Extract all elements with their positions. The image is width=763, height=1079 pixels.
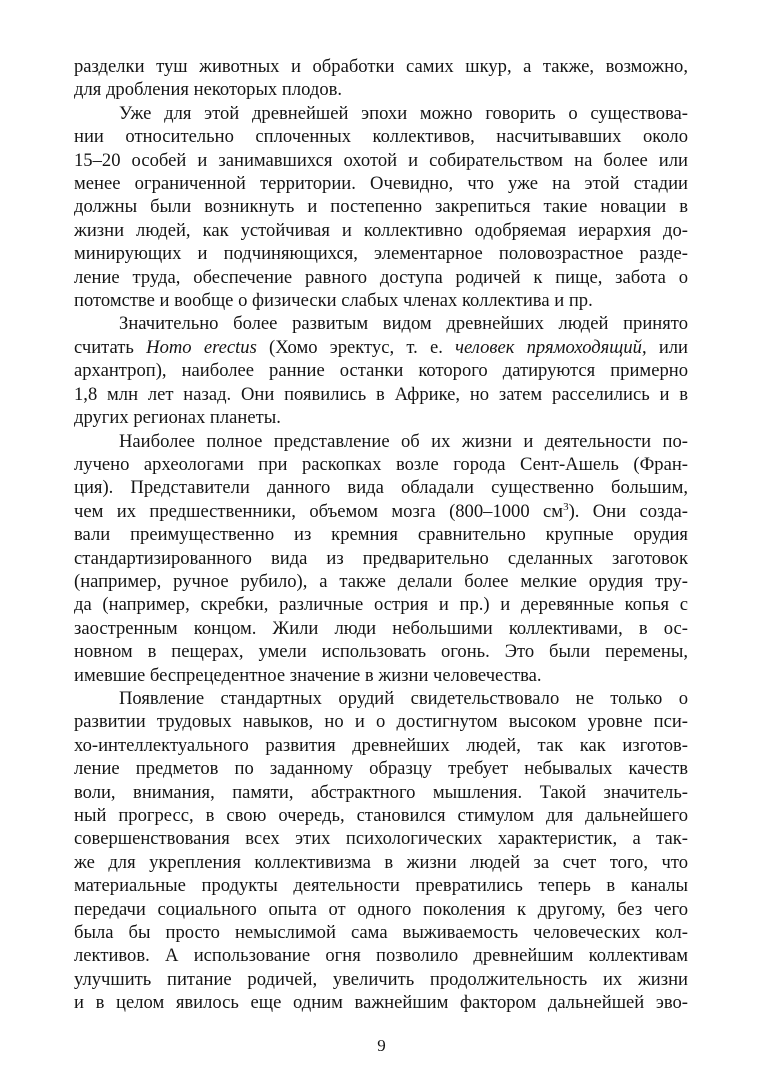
- text-line: для дробления некоторых плодов.: [74, 79, 343, 101]
- text-line: Уже для этой древнейшей эпохи можно говорить о существова-: [119, 102, 688, 124]
- text-line: передачи социального опыта от одного поколения к другому, без чего: [74, 898, 688, 920]
- text-line: новном в пещерах, умели использовать огонь. Это были перемены,: [74, 641, 688, 663]
- text-line: ция). Представители данного вида обладали существенно большим,: [74, 477, 688, 499]
- text-line: Наиболее полное представление об их жизни и деятельности по-: [119, 430, 688, 452]
- text-line: чем их предшественники, объемом мозга (800–1000 $см^3$). Они созда-: [74, 500, 688, 522]
- text-line: ление предметов по заданному образцу требует небывалых качеств: [74, 758, 688, 780]
- text-line: считать Homo erectus (Хомо эректус, т. е. человек прямоходящий, или: [74, 336, 688, 358]
- text-line: должны были возникнуть и постепенно закрепиться такие новации в: [74, 196, 688, 218]
- paragraph: [74, 102, 688, 313]
- text-line: материальные продукты деятельности превратились теперь в каналы: [74, 875, 688, 897]
- text-line: да (например, скребки, различные острия и пр.) и деревянные копья с: [74, 594, 688, 616]
- text-line: 15–20 особей и занимавшихся охотой и собирательством на более или: [74, 149, 688, 171]
- text-line: потомстве и вообще о физически слабых членах коллектива и пр.: [74, 290, 593, 312]
- italic-term: человек прямоходящий: [455, 336, 642, 358]
- text-line: 1,8 млн лет назад. Они появились в Африке, но затем расселились и в: [74, 383, 688, 405]
- superscript: 3: [563, 500, 569, 513]
- text-line: улучшить питание родичей, увеличить продолжительность их жизни: [74, 968, 688, 990]
- text-line: и в целом явилось еще одним важнейшим фактором дальнейшей эво-: [74, 992, 688, 1014]
- text-line: развитии трудовых навыков, но и о достигнутом высоком уровне пси-: [74, 711, 688, 733]
- text-line: других регионах планеты.: [74, 407, 281, 429]
- italic-term: Homo erectus: [146, 336, 257, 358]
- paragraph: [74, 55, 688, 102]
- text-line: лективов. А использование огня позволило древнейшим коллективам: [74, 945, 688, 967]
- text-line: менее ограниченной территории. Очевидно, что уже на этой стадии: [74, 173, 688, 195]
- text-line: разделки туш животных и обработки самих шкур, а также, возможно,: [74, 56, 688, 77]
- text-line: совершенствования всех этих психологических характеристик, а так-: [74, 828, 688, 850]
- page-body: [74, 55, 688, 1015]
- paragraph: [74, 312, 688, 429]
- text-line: была бы просто немыслимой сама выживаемость человеческих кол-: [74, 922, 688, 944]
- text-line: жизни людей, как устойчивая и коллективно одобряемая иерархия до-: [74, 219, 688, 241]
- text-line: (например, ручное рубило), а также делали более мелкие орудия тру-: [74, 570, 688, 592]
- text-line: Значительно более развитым видом древнейших людей принято: [119, 313, 688, 335]
- text-line: Появление стандартных орудий свидетельствовало не только о: [119, 687, 688, 709]
- text-line: имевшие беспрецедентное значение в жизни человечества.: [74, 664, 542, 686]
- text-line: заостренным концом. Жили люди небольшими коллективами, в ос-: [74, 617, 688, 639]
- text-line: ление труда, обеспечение равного доступа родичей к пище, забота о: [74, 266, 688, 288]
- text-line: ный прогресс, в свою очередь, становился стимулом для дальнейшего: [74, 805, 688, 826]
- text-line: хо-интеллектуального развития древнейших людей, так как изготов-: [74, 734, 688, 756]
- text-line: воли, внимания, памяти, абстрактного мышления. Такой значитель-: [74, 781, 688, 803]
- page-number: 9: [377, 1036, 386, 1055]
- paragraph: [74, 430, 688, 687]
- text-line: минирующих и подчиняющихся, элементарное половозрастное разде-: [74, 243, 688, 265]
- text-line: нии относительно сплоченных коллективов, насчитывавших около: [74, 126, 688, 148]
- text-line: лучено археологами при раскопках возле города Сент-Ашель (Фран-: [74, 453, 688, 475]
- text-line: же для укрепления коллективизма в жизни людей за счет того, что: [74, 851, 688, 873]
- text-line: архантроп), наиболее ранние останки которого датируются примерно: [74, 360, 688, 382]
- paragraph: [74, 687, 688, 1015]
- text-line: стандартизированного вида из предварительно сделанных заготовок: [74, 547, 688, 569]
- text-line: вали преимущественно из кремния сравнительно крупные орудия: [74, 524, 688, 546]
